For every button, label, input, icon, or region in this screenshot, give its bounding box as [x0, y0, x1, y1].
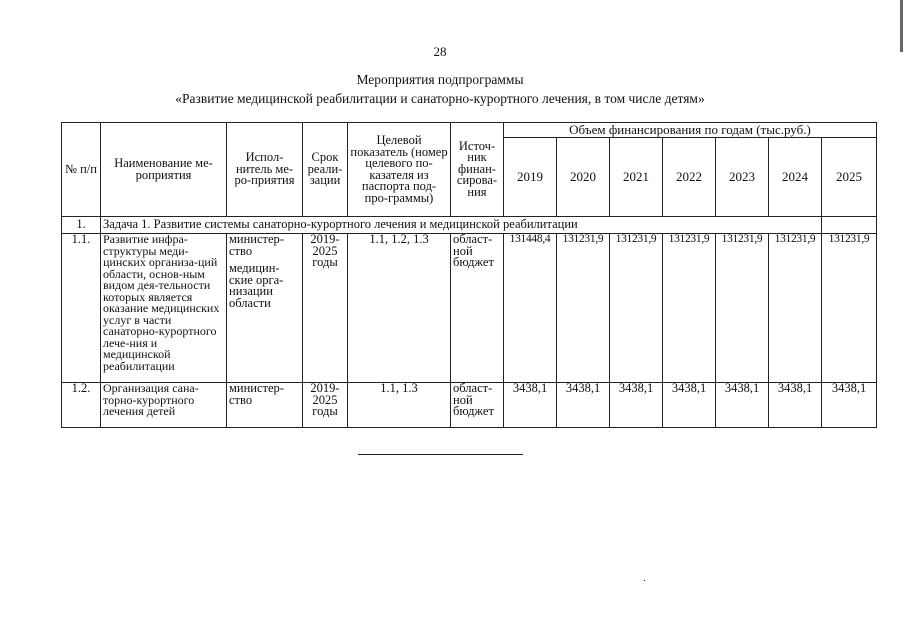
title-line-1: Мероприятия подпрограммы [356, 72, 524, 87]
row-value: 131231,9 [610, 234, 663, 383]
row-indicator: 1.1, 1.2, 1.3 [348, 234, 451, 383]
header-row-1 [62, 123, 877, 138]
task-num: 1. [62, 217, 101, 234]
row-executor [227, 234, 303, 383]
row-value: 3438,1 [663, 383, 716, 428]
table-row [62, 383, 877, 428]
row-value: 131231,9 [716, 234, 769, 383]
row-value: 3438,1 [822, 383, 877, 428]
title-line-2: «Развитие медицинской реабилитации и санаторно-курортного лечения, в том числе детям» [175, 91, 705, 106]
page-number: 28 [433, 44, 447, 59]
header-source: Источ-ник финан-сирова-ния [451, 123, 504, 217]
header-executor: Испол-нитель ме-ро-приятия [227, 123, 303, 217]
header-year: 2024 [769, 138, 822, 217]
stray-mark: · [643, 576, 647, 587]
table-row [62, 234, 877, 383]
row-executor: министер-ство [227, 383, 303, 428]
row-source: област-ной бюджет [451, 383, 504, 428]
measures-table [61, 122, 877, 428]
row-name: Организация сана-торно-курортного лечения детей [101, 383, 227, 428]
executor-line: министер-ство [229, 232, 284, 258]
header-indicator: Целевой показатель (номер целевого по-казателя из паспорта под- про-граммы) [348, 123, 451, 217]
empty-cell [822, 217, 877, 234]
header-year: 2020 [557, 138, 610, 217]
row-value: 131448,4 [504, 234, 557, 383]
row-indicator: 1.1, 1.3 [348, 383, 451, 428]
task-text: Задача 1. Развитие системы санаторно-курортного лечения и медицинской реабилитации [101, 217, 822, 234]
row-num: 1.1. [62, 234, 101, 383]
document-title [0, 70, 880, 108]
row-name: Развитие инфра-структуры меди-цинских организа-ций области, основ-ным видом дея-тельности которых является оказание медицинских услуг в части санаторно-курортного лече-ния и медицинской реабилитации [101, 234, 227, 383]
header-term: Срок реали-зации [303, 123, 348, 217]
header-year: 2021 [610, 138, 663, 217]
row-value: 3438,1 [716, 383, 769, 428]
header-year: 2019 [504, 138, 557, 217]
row-value: 131231,9 [822, 234, 877, 383]
footer-rule [358, 454, 523, 455]
header-year: 2022 [663, 138, 716, 217]
executor-line: медицин-ские орга-низации области [229, 261, 284, 310]
row-value: 3438,1 [557, 383, 610, 428]
row-term: 2019-2025 годы [303, 383, 348, 428]
header-financing: Объем финансирования по годам (тыс.руб.) [504, 123, 877, 138]
row-value: 3438,1 [769, 383, 822, 428]
row-term: 2019-2025 годы [303, 234, 348, 383]
header-name: Наименование ме-роприятия [101, 123, 227, 217]
row-num: 1.2. [62, 383, 101, 428]
row-value: 131231,9 [557, 234, 610, 383]
header-year: 2025 [822, 138, 877, 217]
header-num: № п/п [62, 123, 101, 217]
header-year: 2023 [716, 138, 769, 217]
row-value: 131231,9 [663, 234, 716, 383]
row-source: област-ной бюджет [451, 234, 504, 383]
row-value: 3438,1 [610, 383, 663, 428]
row-value: 131231,9 [769, 234, 822, 383]
row-value: 3438,1 [504, 383, 557, 428]
page-edge-line [900, 0, 903, 52]
task-row [62, 217, 877, 234]
